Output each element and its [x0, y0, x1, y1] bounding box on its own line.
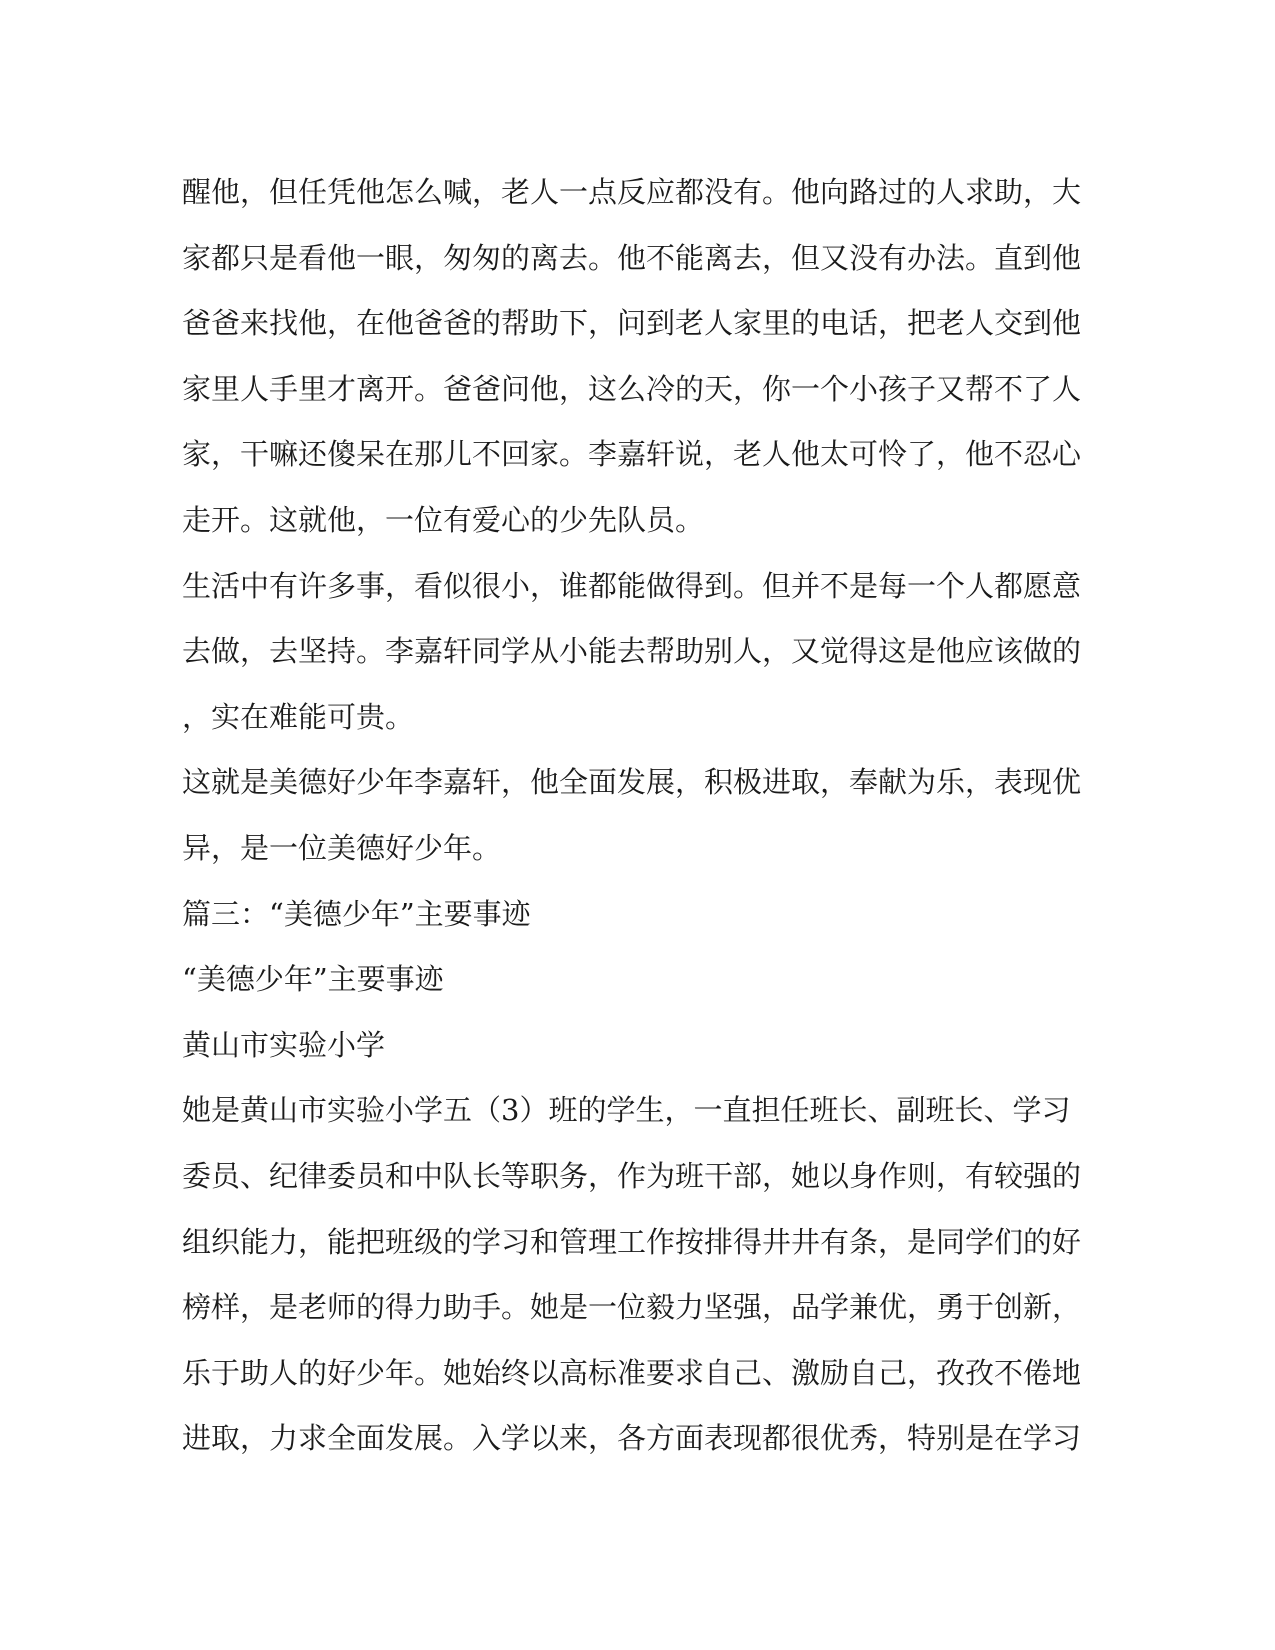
school-name: 黄山市实验小学: [182, 1027, 386, 1062]
text-line: 家里人手里才离开。爸爸问他，这么冷的天，你一个小孩子又帮不了人: [182, 371, 1082, 406]
text-line: 去做，去坚持。李嘉轩同学从小能去帮助别人，又觉得这是他应该做的: [182, 634, 1082, 669]
text-line: 组织能力，能把班级的学习和管理工作按排得井井有条，是同学们的好: [182, 1224, 1082, 1259]
text-line: 家，干嘛还傻呆在那儿不回家。李嘉轩说，老人他太可怜了，他不忍心: [182, 437, 1082, 472]
text-line: 乐于助人的好少年。她始终以高标准要求自己、激励自己，孜孜不倦地: [182, 1355, 1082, 1390]
text-line: 醒他，但任凭他怎么喊，老人一点反应都没有。他向路过的人求助，大: [182, 175, 1082, 209]
text-line: ，实在难能可贵。: [182, 699, 415, 734]
text-line: 榜样，是老师的得力助手。她是一位毅力坚强，品学兼优，勇于创新，: [182, 1290, 1082, 1325]
text-line: 爸爸来找他，在他爸爸的帮助下，问到老人家里的电话，把老人交到他: [182, 306, 1082, 341]
text-line: 走开。这就他，一位有爱心的少先队员。: [182, 502, 705, 537]
text-line: 她是黄山市实验小学五（3）班的学生，一直担任班长、副班长、学习: [182, 1093, 1071, 1128]
text-line: 进取，力求全面发展。入学以来，各方面表现都很优秀，特别是在学习: [182, 1421, 1082, 1456]
article-title: “美德少年”主要事迹: [182, 962, 444, 997]
section-heading: 篇三：“美德少年”主要事迹: [182, 896, 531, 931]
body-text: [182, 160, 1082, 1472]
text-line: 生活中有许多事，看似很小，谁都能做得到。但并不是每一个人都愿意: [182, 568, 1082, 603]
text-line: 异，是一位美德好少年。: [182, 830, 502, 865]
text-line: 家都只是看他一眼，匆匆的离去。他不能离去，但又没有办法。直到他: [182, 240, 1082, 275]
text-line: 委员、纪律委员和中队长等职务，作为班干部，她以身作则，有较强的: [182, 1158, 1082, 1193]
text-line: 这就是美德好少年李嘉轩，他全面发展，积极进取，奉献为乐，表现优: [182, 765, 1082, 800]
